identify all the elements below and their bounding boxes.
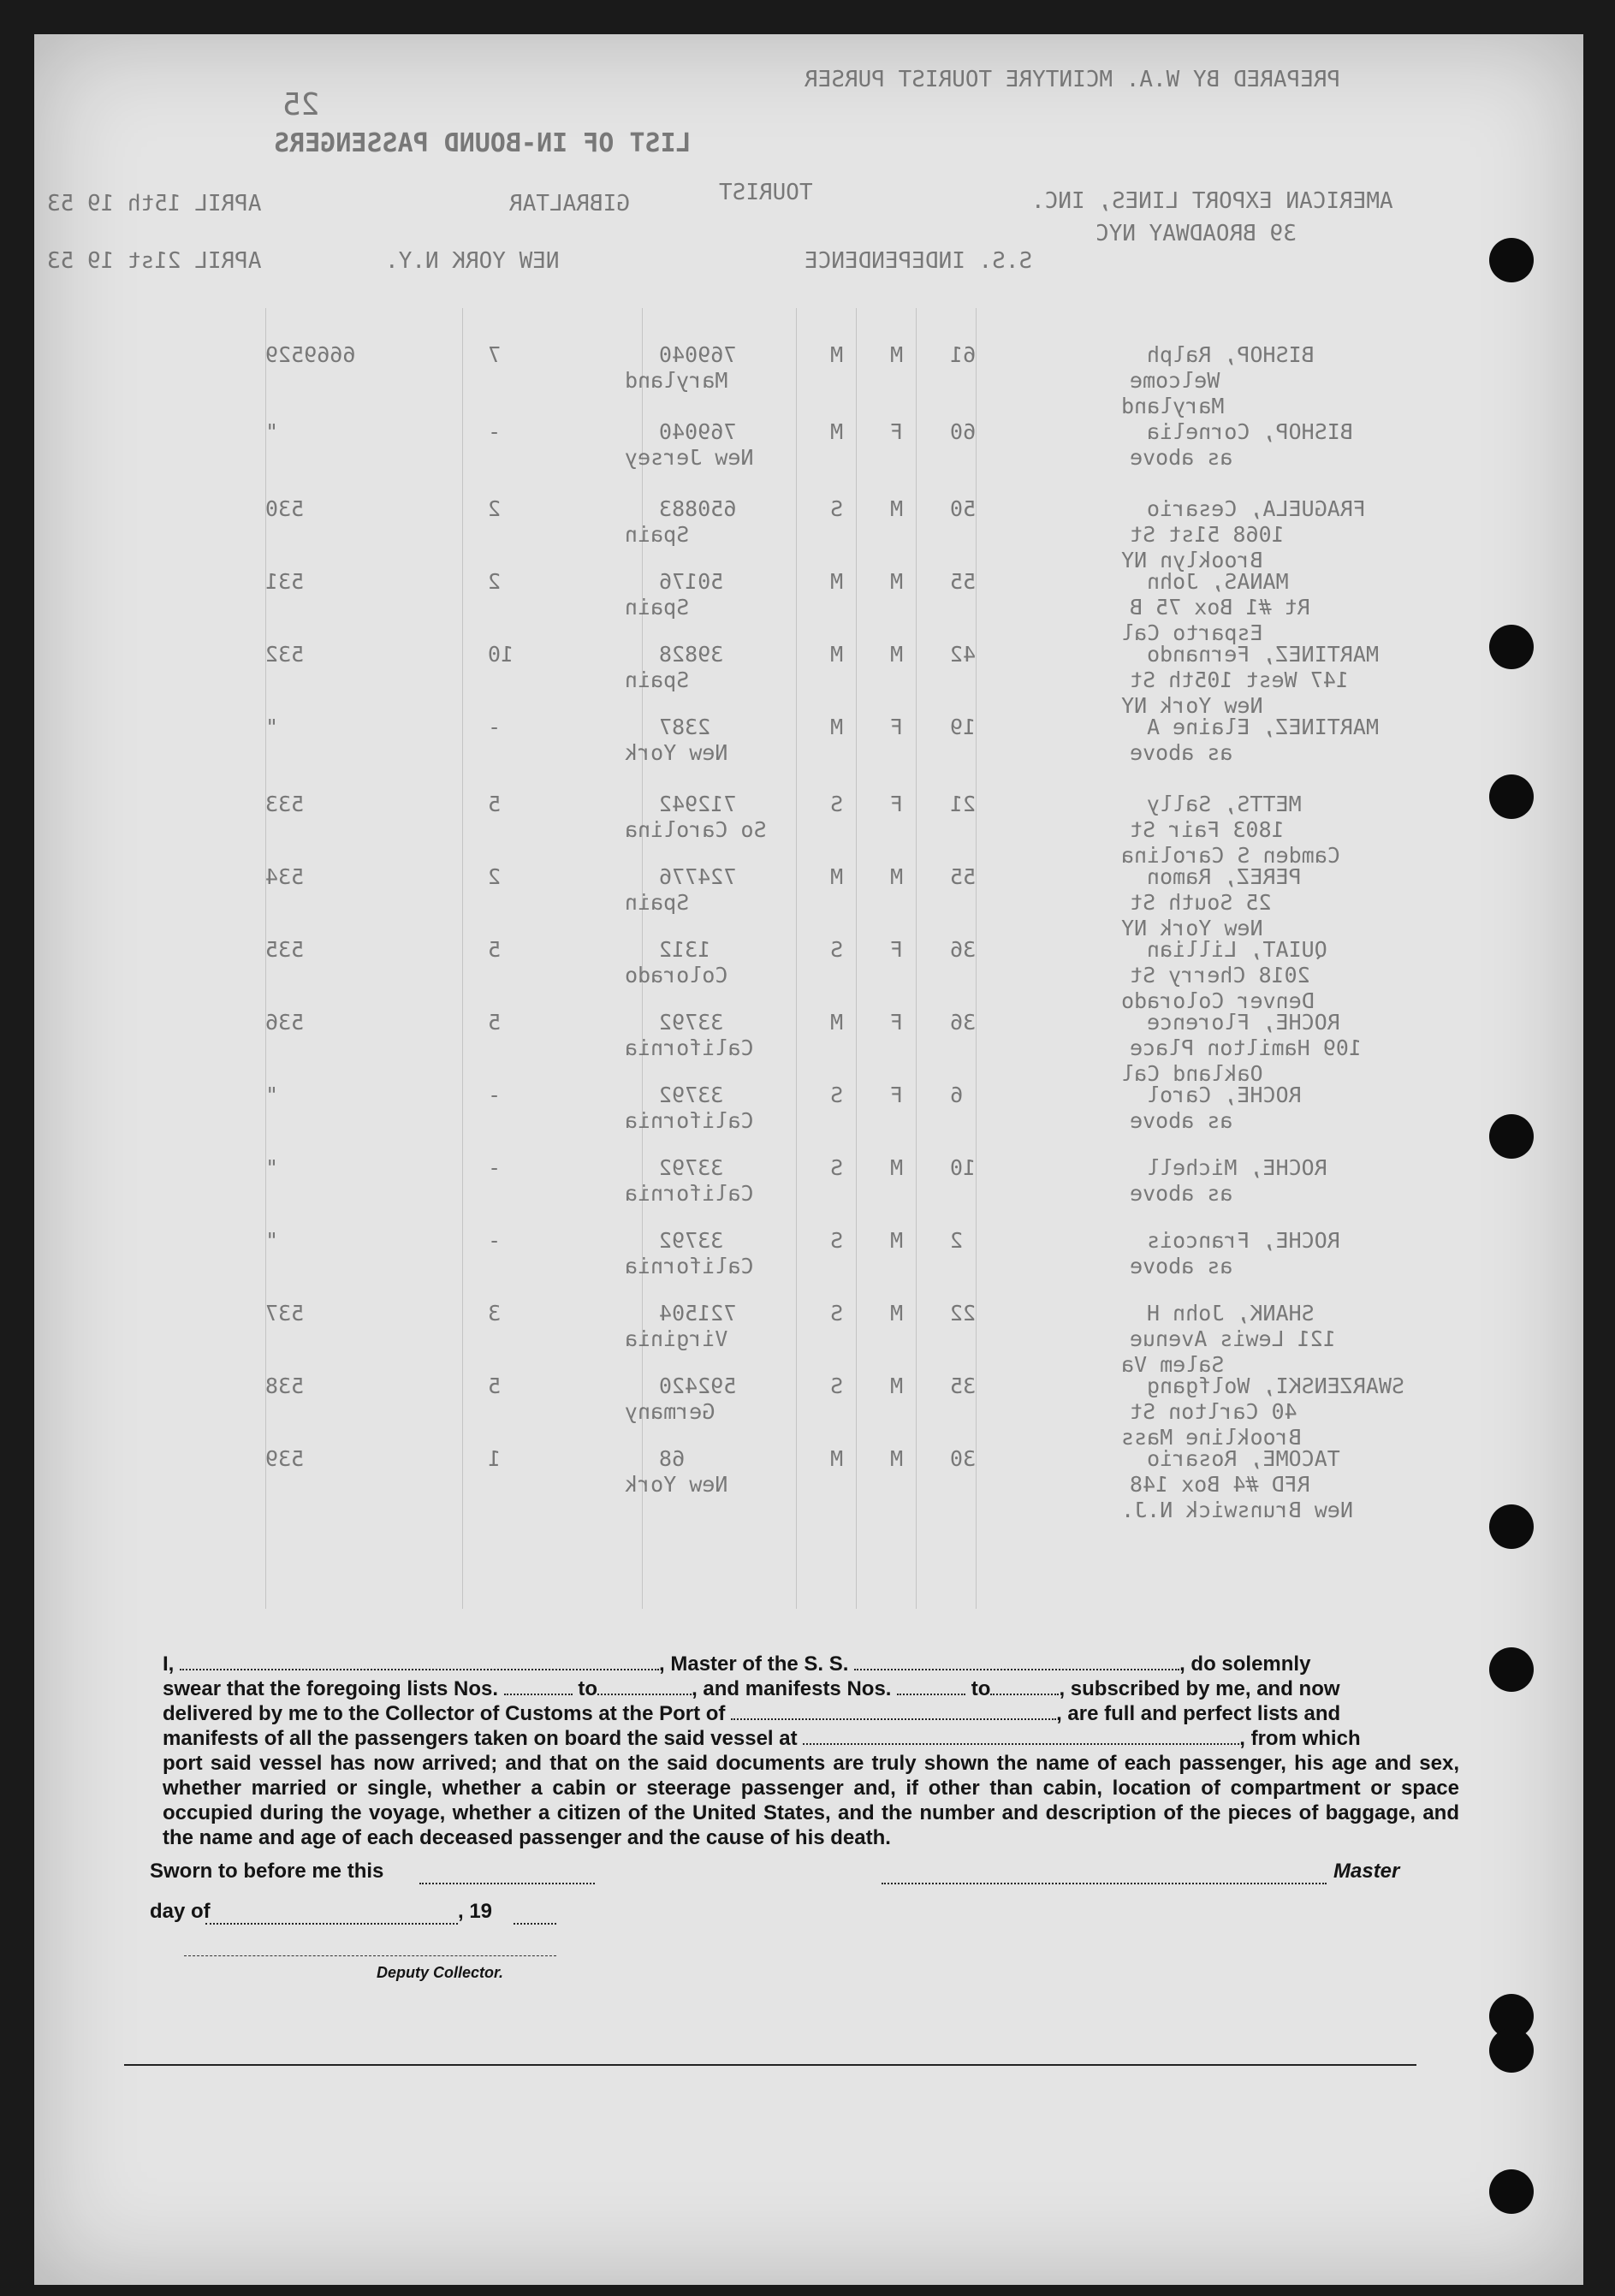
passenger-baggage: 5 — [488, 792, 502, 816]
passenger-doc-no: 68 — [659, 1446, 686, 1471]
passenger-doc-no: 769040 — [659, 419, 737, 444]
passenger-doc-no: 1312 — [659, 937, 711, 962]
passenger-place: Virginia — [625, 1326, 728, 1351]
passenger-name: ROCHE, Carol — [1147, 1083, 1302, 1107]
oath-line-1: I, , Master of the S. S. , do solemnly — [163, 1652, 1311, 1676]
passenger-number: 534 — [265, 864, 305, 889]
oath-line-5: port said vessel has now arrived; and that on the said documents are truly shown the name of each passenger, his age and sex, whether married or single, whether a cabin or steerage passenger and, if other than cabin, location of compartment or space occupied during the voyage, whether a citizen of the United States, and the number and description of the pieces of baggage, and the name and age of each deceased passenger and the cause of his death. — [163, 1752, 1459, 1849]
passenger-marital: M — [830, 715, 844, 739]
passenger-baggage: 7 — [488, 342, 502, 367]
passenger-address: 1068 51st St — [1130, 522, 1285, 547]
passenger-address-2: Camden S Carolina — [1121, 843, 1340, 868]
passenger-place: So Carolina — [625, 817, 767, 842]
passenger-baggage: 2 — [488, 569, 502, 594]
passenger-marital: S — [830, 792, 844, 816]
oath-line-3: delivered by me to the Collector of Customs at the Port of , are full and perfect lists and — [163, 1702, 1341, 1725]
passenger-number: " — [265, 1083, 279, 1107]
passenger-doc-no: 33792 — [659, 1010, 724, 1035]
deputy-collector-label: Deputy Collector. — [377, 1964, 504, 1981]
passenger-address: as above — [1130, 1181, 1233, 1206]
passenger-doc-no: 33792 — [659, 1228, 724, 1253]
passenger-baggage: - — [488, 1228, 502, 1253]
passenger-sex: M — [890, 1155, 904, 1180]
passenger-baggage: - — [488, 419, 502, 444]
passenger-sex: F — [890, 419, 904, 444]
passenger-age: 19 — [950, 715, 977, 739]
header-address: 39 BROADWAY NYC — [1095, 221, 1297, 246]
passenger-sex: M — [890, 569, 904, 594]
passenger-sex: F — [890, 1083, 904, 1107]
binder-hole — [1489, 2028, 1534, 2073]
header-arrival-port: NEW YORK N.Y. — [385, 248, 560, 274]
header-list-no: 25 — [282, 87, 320, 122]
passenger-address: as above — [1130, 740, 1233, 765]
passenger-number: 539 — [265, 1446, 305, 1471]
passenger-age: 35 — [950, 1373, 977, 1398]
passenger-address: Welcome — [1130, 368, 1220, 393]
passenger-marital: M — [830, 419, 844, 444]
binder-hole — [1489, 1504, 1534, 1549]
passenger-number: 538 — [265, 1373, 305, 1398]
passenger-sex: F — [890, 1010, 904, 1035]
passenger-age: 6 — [950, 1083, 964, 1107]
passenger-number: 531 — [265, 569, 305, 594]
passenger-name: FRAGUELA, Cesario — [1147, 496, 1366, 521]
header-from-port: GIBRALTAR — [509, 191, 630, 217]
binder-hole — [1489, 1114, 1534, 1159]
passenger-baggage: - — [488, 715, 502, 739]
passenger-number: 537 — [265, 1301, 305, 1326]
header-class: TOURIST — [719, 180, 813, 205]
binder-hole — [1489, 774, 1534, 819]
passenger-baggage: 5 — [488, 1010, 502, 1035]
passenger-name: ROCHE, Michell — [1147, 1155, 1327, 1180]
passenger-place: Spain — [625, 667, 690, 692]
passenger-age: 42 — [950, 642, 977, 667]
passenger-marital: M — [830, 1010, 844, 1035]
passenger-number: 533 — [265, 792, 305, 816]
passenger-age: 22 — [950, 1301, 977, 1326]
passenger-number: 530 — [265, 496, 305, 521]
passenger-address: 147 West 105th St — [1130, 667, 1349, 692]
passenger-marital: S — [830, 1301, 844, 1326]
passenger-address-2: New Brunswick N.J. — [1121, 1498, 1353, 1522]
passenger-address-2: Denver Colorado — [1121, 988, 1315, 1013]
passenger-sex: M — [890, 642, 904, 667]
passenger-row — [163, 1446, 1498, 1540]
header-list-title: LIST OF IN-BOUND PASSENGERS — [274, 128, 692, 158]
passenger-number: 532 — [265, 642, 305, 667]
passenger-sex: M — [890, 496, 904, 521]
passenger-place: California — [625, 1181, 754, 1206]
passenger-age: 60 — [950, 419, 977, 444]
passenger-age: 55 — [950, 864, 977, 889]
passenger-marital: S — [830, 1228, 844, 1253]
passenger-number: 6669529 — [265, 342, 356, 367]
passenger-sex: M — [890, 1301, 904, 1326]
day-of-label: day of — [150, 1900, 211, 1923]
year-line — [514, 1923, 556, 1925]
passenger-baggage: 2 — [488, 864, 502, 889]
passenger-address: as above — [1130, 445, 1233, 470]
passenger-address: 2018 Cherry St — [1130, 963, 1310, 988]
passenger-marital: S — [830, 1155, 844, 1180]
passenger-place: New York — [625, 1472, 728, 1497]
passenger-name: MARTINEZ, Elaine A — [1147, 715, 1379, 739]
passenger-name: ROCHE, Francois — [1147, 1228, 1340, 1253]
passenger-age: 10 — [950, 1155, 977, 1180]
passenger-name: MARTINEZ, Fernando — [1147, 642, 1379, 667]
passenger-sex: F — [890, 715, 904, 739]
master-label: Master — [1333, 1860, 1400, 1883]
passenger-age: 50 — [950, 496, 977, 521]
passenger-address-2: Brooklyn NY — [1121, 548, 1263, 573]
passenger-place: California — [625, 1108, 754, 1133]
passenger-address: 40 Carlton St — [1130, 1399, 1297, 1424]
passenger-marital: M — [830, 864, 844, 889]
passenger-sex: M — [890, 864, 904, 889]
passenger-age: 55 — [950, 569, 977, 594]
passenger-marital: S — [830, 1083, 844, 1107]
passenger-doc-no: 592420 — [659, 1373, 737, 1398]
passenger-number: " — [265, 715, 279, 739]
passenger-number: 535 — [265, 937, 305, 962]
deputy-signature-line — [184, 1955, 556, 1956]
sworn-label: Sworn to before me this — [150, 1860, 384, 1883]
header-departure-date: APRIL 15th 19 53 — [47, 191, 262, 217]
binder-hole — [1489, 1647, 1534, 1692]
passenger-age: 21 — [950, 792, 977, 816]
bottom-rule — [124, 2064, 1416, 2066]
passenger-marital: M — [830, 1446, 844, 1471]
passenger-address: as above — [1130, 1108, 1233, 1133]
passenger-name: SHANK, John H — [1147, 1301, 1315, 1326]
passenger-marital: M — [830, 642, 844, 667]
passenger-sex: M — [890, 1228, 904, 1253]
passenger-place: Spain — [625, 890, 690, 915]
passenger-doc-no: 2387 — [659, 715, 711, 739]
passenger-doc-no: 650883 — [659, 496, 737, 521]
passenger-sex: M — [890, 342, 904, 367]
year-label: , 19 — [458, 1900, 493, 1923]
passenger-place: Maryland — [625, 368, 728, 393]
passenger-name: BISHOP, Cornelia — [1147, 419, 1353, 444]
passenger-marital: M — [830, 569, 844, 594]
header-vessel: S.S. INDEPENDENCE — [805, 248, 1033, 274]
passenger-age: 36 — [950, 937, 977, 962]
passenger-address-2: Brookline Mass — [1121, 1425, 1302, 1450]
passenger-marital: M — [830, 342, 844, 367]
passenger-name: TACOME, Rosario — [1147, 1446, 1340, 1471]
passenger-address: 109 Hamilton Place — [1130, 1035, 1362, 1060]
passenger-baggage: 3 — [488, 1301, 502, 1326]
oath-paragraph — [163, 1652, 1459, 1850]
passenger-baggage: 10 — [488, 642, 514, 667]
passenger-address: Rt #1 Box 75 B — [1130, 595, 1310, 620]
passenger-address: 1803 Fair St — [1130, 817, 1285, 842]
passenger-place: Spain — [625, 595, 690, 620]
passenger-doc-no: 39828 — [659, 642, 724, 667]
passenger-age: 36 — [950, 1010, 977, 1035]
day-of-line — [205, 1923, 458, 1925]
passenger-doc-no: 33792 — [659, 1155, 724, 1180]
header-prepared-by: PREPARED BY W.A. MCINTYRE TOURIST PURSER — [805, 67, 1341, 92]
passenger-address-2: Maryland — [1121, 394, 1225, 418]
passenger-sex: F — [890, 792, 904, 816]
passenger-age: 61 — [950, 342, 977, 367]
manifest-page — [34, 34, 1583, 2285]
passenger-name: QUIAT, Lillian — [1147, 937, 1327, 962]
passenger-baggage: 5 — [488, 1373, 502, 1398]
header-company: AMERICAN EXPORT LINES, INC. — [1031, 188, 1393, 214]
passenger-age: 30 — [950, 1446, 977, 1471]
oath-line-4: manifests of all the passengers taken on board the said vessel at , from which — [163, 1727, 1361, 1750]
passenger-address-2: Esparto Cal — [1121, 620, 1263, 645]
binder-hole — [1489, 2169, 1534, 2214]
passenger-baggage: 1 — [488, 1446, 502, 1471]
passenger-address-2: New York NY — [1121, 916, 1263, 940]
passenger-baggage: 5 — [488, 937, 502, 962]
passenger-doc-no: 721504 — [659, 1301, 737, 1326]
passenger-number: " — [265, 1228, 279, 1253]
binder-hole — [1489, 238, 1534, 282]
passenger-number: " — [265, 1155, 279, 1180]
passenger-sex: F — [890, 937, 904, 962]
passenger-marital: S — [830, 937, 844, 962]
passenger-doc-no: 769040 — [659, 342, 737, 367]
passenger-name: ROCHE, Florence — [1147, 1010, 1340, 1035]
passenger-name: PEREZ, Ramon — [1147, 864, 1302, 889]
passenger-marital: S — [830, 1373, 844, 1398]
passenger-number: 536 — [265, 1010, 305, 1035]
passenger-sex: M — [890, 1446, 904, 1471]
passenger-address-2: Oakland Cal — [1121, 1061, 1263, 1086]
passenger-place: Germany — [625, 1399, 715, 1424]
passenger-age: 2 — [950, 1228, 964, 1253]
binder-hole — [1489, 625, 1534, 669]
passenger-place: California — [625, 1254, 754, 1279]
sworn-date-line — [419, 1883, 595, 1884]
oath-line-2: swear that the foregoing lists Nos. to , and manifests Nos. to , subscribed by me, and now — [163, 1677, 1340, 1700]
passenger-address: as above — [1130, 1254, 1233, 1279]
passenger-place: New York — [625, 740, 728, 765]
passenger-baggage: - — [488, 1083, 502, 1107]
passenger-name: MANAS, John — [1147, 569, 1289, 594]
passenger-name: SWARZENSKI, Wolfgang — [1147, 1373, 1405, 1398]
passenger-address-2: New York NY — [1121, 693, 1263, 718]
header-arrival-date: APRIL 21st 19 53 — [47, 248, 262, 274]
passenger-place: Colorado — [625, 963, 728, 988]
passenger-address: 121 Lewis Avenue — [1130, 1326, 1336, 1351]
passenger-doc-no: 712942 — [659, 792, 737, 816]
passenger-place: California — [625, 1035, 754, 1060]
passenger-baggage: - — [488, 1155, 502, 1180]
passenger-doc-no: 50176 — [659, 569, 724, 594]
passenger-address-2: Salem Va — [1121, 1352, 1225, 1377]
passenger-baggage: 2 — [488, 496, 502, 521]
passenger-number: " — [265, 419, 279, 444]
passenger-place: Spain — [625, 522, 690, 547]
passenger-name: METTS, Sally — [1147, 792, 1302, 816]
passenger-marital: S — [830, 496, 844, 521]
passenger-name: BISHOP, Ralph — [1147, 342, 1315, 367]
passenger-address: 25 South St — [1130, 890, 1272, 915]
passenger-doc-no: 33792 — [659, 1083, 724, 1107]
passenger-doc-no: 724776 — [659, 864, 737, 889]
master-signature-line — [882, 1883, 1327, 1884]
passenger-address: RFD #4 Box 148 — [1130, 1472, 1310, 1497]
passenger-sex: M — [890, 1373, 904, 1398]
passenger-place: New Jersey — [625, 445, 754, 470]
